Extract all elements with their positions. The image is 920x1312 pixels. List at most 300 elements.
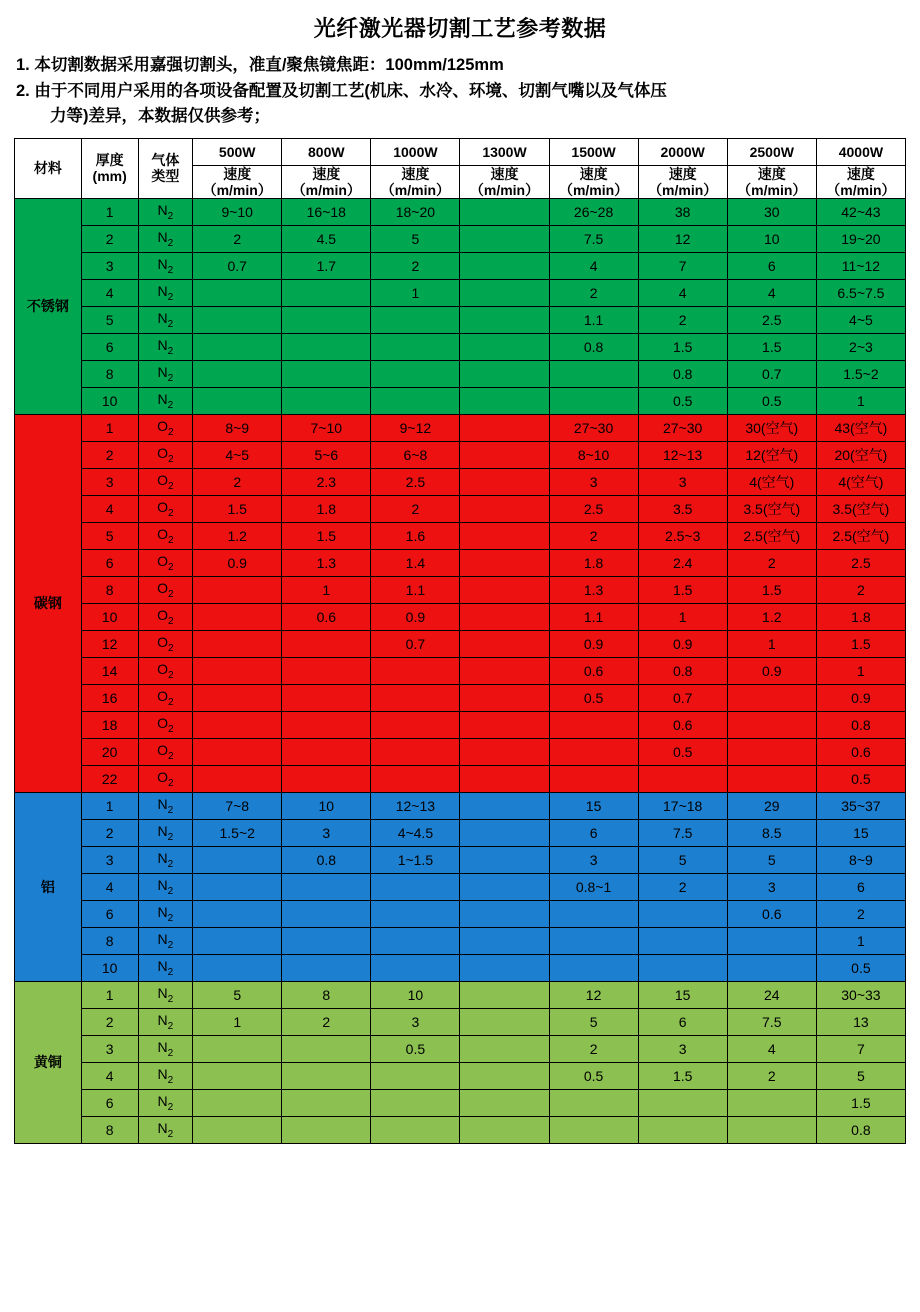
header-thickness: [81, 138, 138, 198]
speed-cell: 4(空气): [816, 468, 905, 495]
speed-cell: [371, 1116, 460, 1143]
speed-cell: 1: [816, 927, 905, 954]
speed-cell: 0.6: [727, 900, 816, 927]
speed-label: 速度: [401, 165, 430, 182]
speed-cell: [727, 765, 816, 792]
notes-block: [0, 53, 920, 130]
thickness-cell: 1: [81, 198, 138, 225]
speed-cell: 0.5: [638, 738, 727, 765]
speed-cell: [193, 360, 282, 387]
thickness-cell: 8: [81, 1116, 138, 1143]
speed-cell: [193, 954, 282, 981]
header-speed-1300w: [460, 165, 549, 198]
speed-cell: [282, 360, 371, 387]
header-speed-1000w: [371, 165, 460, 198]
table-row: [15, 819, 906, 846]
header-power-2000w: 2000W: [638, 138, 727, 165]
table-row: [15, 630, 906, 657]
table-row: [15, 927, 906, 954]
speed-cell: [638, 1089, 727, 1116]
gas-cell: $N_2$: [138, 927, 193, 954]
gas-cell: $N_2$: [138, 1116, 193, 1143]
speed-cell: [371, 738, 460, 765]
speed-cell: [460, 873, 549, 900]
speed-cell: 0.5: [549, 684, 638, 711]
speed-cell: [460, 657, 549, 684]
speed-cell: [193, 900, 282, 927]
thickness-cell: 18: [81, 711, 138, 738]
table-body: [15, 198, 906, 1143]
speed-cell: [460, 954, 549, 981]
speed-cell: [371, 765, 460, 792]
speed-cell: [460, 792, 549, 819]
speed-cell: 1~1.5: [371, 846, 460, 873]
header-gas-line1: 气体: [151, 152, 180, 169]
header-power-2500w: 2500W: [727, 138, 816, 165]
speed-cell: 4~5: [193, 441, 282, 468]
speed-label: 速度: [312, 165, 341, 182]
speed-cell: 1: [727, 630, 816, 657]
speed-cell: 0.9: [193, 549, 282, 576]
speed-cell: 0.8: [816, 1116, 905, 1143]
speed-cell: 11~12: [816, 252, 905, 279]
speed-cell: 1.5: [638, 1062, 727, 1089]
speed-cell: 2: [549, 1035, 638, 1062]
speed-cell: [282, 1089, 371, 1116]
header-power-1000w: 1000W: [371, 138, 460, 165]
table-row: [15, 603, 906, 630]
speed-cell: 7.5: [727, 1008, 816, 1035]
speed-cell: 38: [638, 198, 727, 225]
gas-cell: $O_2$: [138, 414, 193, 441]
speed-cell: 1.5~2: [816, 360, 905, 387]
thickness-cell: 22: [81, 765, 138, 792]
thickness-cell: 2: [81, 441, 138, 468]
header-speed-1500w: [549, 165, 638, 198]
speed-cell: 0.5: [371, 1035, 460, 1062]
speed-cell: [282, 765, 371, 792]
speed-cell: [460, 306, 549, 333]
gas-cell: $N_2$: [138, 387, 193, 414]
speed-cell: 2: [816, 900, 905, 927]
speed-cell: [282, 927, 371, 954]
speed-cell: 2: [727, 549, 816, 576]
speed-cell: 12(空气): [727, 441, 816, 468]
speed-cell: 5: [638, 846, 727, 873]
speed-cell: [282, 738, 371, 765]
speed-cell: 10: [282, 792, 371, 819]
speed-cell: 1.8: [549, 549, 638, 576]
speed-cell: [193, 684, 282, 711]
speed-cell: [460, 738, 549, 765]
table-row: [15, 684, 906, 711]
gas-cell: $O_2$: [138, 603, 193, 630]
thickness-cell: 2: [81, 1008, 138, 1035]
speed-cell: [193, 765, 282, 792]
speed-cell: [460, 765, 549, 792]
speed-cell: [371, 306, 460, 333]
speed-cell: [460, 819, 549, 846]
speed-cell: 3.5(空气): [727, 495, 816, 522]
speed-cell: [460, 927, 549, 954]
speed-cell: 1.5: [193, 495, 282, 522]
speed-cell: [460, 1089, 549, 1116]
speed-cell: 1.5: [638, 576, 727, 603]
speed-cell: [460, 630, 549, 657]
speed-cell: 29: [727, 792, 816, 819]
speed-cell: [727, 711, 816, 738]
speed-cell: [549, 1116, 638, 1143]
speed-cell: [371, 333, 460, 360]
speed-cell: 3.5(空气): [816, 495, 905, 522]
speed-cell: [282, 1116, 371, 1143]
thickness-cell: 10: [81, 954, 138, 981]
speed-cell: [727, 927, 816, 954]
document-page: [0, 12, 920, 1312]
speed-cell: 2: [193, 468, 282, 495]
speed-cell: 2.5(空气): [727, 522, 816, 549]
speed-cell: 1.5: [727, 576, 816, 603]
page-title: 光纤激光器切割工艺参考数据: [313, 16, 607, 41]
gas-cell: $O_2$: [138, 657, 193, 684]
thickness-cell: 1: [81, 981, 138, 1008]
speed-cell: 7: [638, 252, 727, 279]
header-speed-800w: [282, 165, 371, 198]
speed-cell: 1.1: [549, 306, 638, 333]
speed-cell: 6.5~7.5: [816, 279, 905, 306]
speed-cell: 10: [727, 225, 816, 252]
material-cell: 碳钢: [15, 414, 82, 792]
speed-cell: 7~8: [193, 792, 282, 819]
speed-cell: [727, 954, 816, 981]
speed-cell: 1.5~2: [193, 819, 282, 846]
speed-cell: 1: [816, 657, 905, 684]
material-cell: 铝: [15, 792, 82, 981]
speed-cell: [460, 684, 549, 711]
speed-cell: 0.7: [638, 684, 727, 711]
speed-cell: 0.9: [727, 657, 816, 684]
speed-cell: 0.8: [638, 657, 727, 684]
table-row: [15, 711, 906, 738]
speed-cell: 2.3: [282, 468, 371, 495]
speed-cell: [193, 1089, 282, 1116]
header-speed-2000w: [638, 165, 727, 198]
speed-cell: 3.5: [638, 495, 727, 522]
speed-cell: [549, 387, 638, 414]
speed-cell: 2.5: [549, 495, 638, 522]
gas-cell: $N_2$: [138, 360, 193, 387]
speed-cell: 2: [549, 279, 638, 306]
cutting-parameters-table: [14, 138, 906, 1144]
speed-cell: 6: [549, 819, 638, 846]
thickness-cell: 12: [81, 630, 138, 657]
header-gas: [138, 138, 193, 198]
thickness-cell: 4: [81, 873, 138, 900]
gas-cell: $O_2$: [138, 495, 193, 522]
speed-cell: [282, 306, 371, 333]
thickness-cell: 14: [81, 657, 138, 684]
thickness-cell: 6: [81, 900, 138, 927]
speed-cell: 1: [193, 1008, 282, 1035]
speed-cell: 7.5: [638, 819, 727, 846]
speed-label: 速度: [757, 165, 786, 182]
speed-cell: [282, 630, 371, 657]
table-row: [15, 306, 906, 333]
speed-cell: 8~10: [549, 441, 638, 468]
header-thickness-line2: (mm): [92, 168, 127, 185]
table-row: [15, 468, 906, 495]
speed-cell: [193, 576, 282, 603]
speed-cell: 0.6: [549, 657, 638, 684]
speed-cell: 20(空气): [816, 441, 905, 468]
thickness-cell: 6: [81, 549, 138, 576]
speed-cell: 1: [282, 576, 371, 603]
speed-cell: 2: [816, 576, 905, 603]
header-power-1300w: 1300W: [460, 138, 549, 165]
speed-cell: [638, 1116, 727, 1143]
speed-cell: [371, 684, 460, 711]
table-row: [15, 279, 906, 306]
speed-cell: [460, 495, 549, 522]
thickness-cell: 8: [81, 360, 138, 387]
table-row: [15, 1008, 906, 1035]
speed-label: 速度: [668, 165, 697, 182]
speed-cell: 13: [816, 1008, 905, 1035]
speed-cell: 27~30: [549, 414, 638, 441]
speed-cell: [549, 954, 638, 981]
gas-cell: $O_2$: [138, 711, 193, 738]
speed-cell: [549, 765, 638, 792]
speed-cell: [460, 981, 549, 1008]
speed-cell: [371, 927, 460, 954]
speed-cell: 3: [282, 819, 371, 846]
table-row: [15, 333, 906, 360]
gas-cell: $O_2$: [138, 522, 193, 549]
speed-cell: 15: [816, 819, 905, 846]
speed-cell: 10: [371, 981, 460, 1008]
speed-cell: 4~4.5: [371, 819, 460, 846]
speed-cell: [371, 711, 460, 738]
thickness-cell: 2: [81, 819, 138, 846]
speed-cell: 43(空气): [816, 414, 905, 441]
header-power-500w: 500W: [193, 138, 282, 165]
gas-cell: $N_2$: [138, 819, 193, 846]
speed-cell: [193, 711, 282, 738]
speed-cell: 6: [727, 252, 816, 279]
speed-cell: 12: [638, 225, 727, 252]
thickness-cell: 1: [81, 792, 138, 819]
gas-cell: $N_2$: [138, 306, 193, 333]
table-row: [15, 657, 906, 684]
speed-cell: [282, 1035, 371, 1062]
gas-cell: $N_2$: [138, 1089, 193, 1116]
speed-cell: [549, 1089, 638, 1116]
table-row: [15, 738, 906, 765]
gas-cell: $N_2$: [138, 252, 193, 279]
speed-unit: （m/min）: [648, 181, 718, 198]
speed-cell: [460, 522, 549, 549]
speed-cell: [460, 252, 549, 279]
speed-cell: [282, 873, 371, 900]
speed-cell: [282, 657, 371, 684]
speed-cell: 2.4: [638, 549, 727, 576]
thickness-cell: 16: [81, 684, 138, 711]
speed-cell: 8~9: [816, 846, 905, 873]
thickness-cell: 3: [81, 846, 138, 873]
material-cell: 黄铜: [15, 981, 82, 1143]
table-row: [15, 1089, 906, 1116]
speed-cell: [549, 900, 638, 927]
speed-cell: 9~10: [193, 198, 282, 225]
table-row: [15, 981, 906, 1008]
speed-cell: 3: [549, 468, 638, 495]
speed-cell: 0.7: [371, 630, 460, 657]
speed-cell: 1.3: [282, 549, 371, 576]
speed-unit: （m/min）: [291, 181, 361, 198]
speed-cell: [193, 630, 282, 657]
gas-cell: $O_2$: [138, 549, 193, 576]
speed-cell: [549, 711, 638, 738]
table-row: [15, 873, 906, 900]
speed-cell: 1.2: [727, 603, 816, 630]
speed-cell: [371, 1062, 460, 1089]
speed-cell: 4.5: [282, 225, 371, 252]
thickness-cell: 2: [81, 225, 138, 252]
speed-label: 速度: [846, 165, 875, 182]
speed-cell: 2: [727, 1062, 816, 1089]
speed-cell: 2: [638, 306, 727, 333]
speed-cell: 4~5: [816, 306, 905, 333]
speed-cell: [193, 1062, 282, 1089]
table-row: [15, 495, 906, 522]
thickness-cell: 5: [81, 306, 138, 333]
speed-cell: [282, 387, 371, 414]
speed-cell: 7: [816, 1035, 905, 1062]
speed-cell: 6: [638, 1008, 727, 1035]
speed-cell: [193, 603, 282, 630]
material-cell: 不锈钢: [15, 198, 82, 414]
speed-cell: [460, 468, 549, 495]
speed-cell: 15: [638, 981, 727, 1008]
speed-cell: [638, 900, 727, 927]
speed-unit: （m/min）: [737, 181, 807, 198]
speed-cell: 16~18: [282, 198, 371, 225]
gas-cell: $N_2$: [138, 333, 193, 360]
thickness-cell: 10: [81, 603, 138, 630]
speed-unit: （m/min）: [380, 181, 451, 198]
speed-cell: [371, 873, 460, 900]
header-power-4000w: 4000W: [816, 138, 905, 165]
header-power-800w: 800W: [282, 138, 371, 165]
header-gas-line2: 类型: [151, 168, 180, 185]
speed-cell: 12~13: [371, 792, 460, 819]
speed-cell: [193, 873, 282, 900]
speed-cell: 4: [638, 279, 727, 306]
table-row: [15, 954, 906, 981]
note-line-2: 2. 由于不同用户采用的各项设备配置及切割工艺(机床、水冷、环境、切割气嘴以及气体压: [16, 81, 667, 100]
speed-cell: [638, 927, 727, 954]
speed-cell: 4: [727, 279, 816, 306]
speed-cell: [460, 333, 549, 360]
speed-cell: 0.9: [549, 630, 638, 657]
speed-cell: [460, 1062, 549, 1089]
speed-cell: [460, 576, 549, 603]
gas-cell: $N_2$: [138, 981, 193, 1008]
thickness-cell: 3: [81, 468, 138, 495]
table-row: [15, 387, 906, 414]
thickness-cell: 1: [81, 414, 138, 441]
gas-cell: $O_2$: [138, 765, 193, 792]
gas-cell: $O_2$: [138, 630, 193, 657]
thickness-cell: 8: [81, 927, 138, 954]
speed-cell: 5: [727, 846, 816, 873]
speed-cell: [193, 846, 282, 873]
gas-cell: $N_2$: [138, 900, 193, 927]
table-row: [15, 792, 906, 819]
speed-unit: （m/min）: [826, 181, 896, 198]
speed-cell: [193, 279, 282, 306]
speed-cell: [460, 900, 549, 927]
speed-cell: 8.5: [727, 819, 816, 846]
speed-cell: 2.5~3: [638, 522, 727, 549]
speed-cell: 15: [549, 792, 638, 819]
gas-cell: $N_2$: [138, 1008, 193, 1035]
speed-cell: 3: [727, 873, 816, 900]
speed-cell: 5: [816, 1062, 905, 1089]
speed-cell: 2: [638, 873, 727, 900]
speed-cell: 1.1: [371, 576, 460, 603]
speed-cell: [549, 927, 638, 954]
speed-cell: [460, 387, 549, 414]
speed-cell: 19~20: [816, 225, 905, 252]
speed-cell: [460, 603, 549, 630]
speed-cell: 2: [193, 225, 282, 252]
gas-cell: $O_2$: [138, 441, 193, 468]
speed-cell: 1.5: [816, 1089, 905, 1116]
speed-cell: 8: [282, 981, 371, 1008]
note-line-1: 1. 本切割数据采用嘉强切割头，准直/聚焦镜焦距：100mm/125mm: [16, 56, 504, 74]
thickness-cell: 3: [81, 252, 138, 279]
speed-cell: [727, 684, 816, 711]
speed-cell: 1.8: [282, 495, 371, 522]
speed-cell: 12~13: [638, 441, 727, 468]
speed-cell: 1.1: [549, 603, 638, 630]
table-row: [15, 198, 906, 225]
speed-cell: 2.5: [816, 549, 905, 576]
speed-cell: 7~10: [282, 414, 371, 441]
speed-cell: 26~28: [549, 198, 638, 225]
speed-cell: [371, 657, 460, 684]
speed-cell: [460, 1035, 549, 1062]
header-thickness-line1: 厚度: [95, 152, 124, 169]
speed-label: 速度: [490, 165, 519, 182]
speed-cell: [193, 1035, 282, 1062]
speed-cell: 7.5: [549, 225, 638, 252]
speed-cell: [193, 927, 282, 954]
header-power-1500w: 1500W: [549, 138, 638, 165]
speed-label: 速度: [223, 165, 252, 182]
header-speed-500w: [193, 165, 282, 198]
speed-cell: 0.5: [816, 765, 905, 792]
speed-cell: 0.5: [727, 387, 816, 414]
speed-cell: 27~30: [638, 414, 727, 441]
speed-cell: [460, 441, 549, 468]
speed-cell: 0.6: [638, 711, 727, 738]
speed-cell: [460, 549, 549, 576]
speed-cell: 2: [371, 252, 460, 279]
gas-cell: $N_2$: [138, 225, 193, 252]
speed-cell: [638, 765, 727, 792]
